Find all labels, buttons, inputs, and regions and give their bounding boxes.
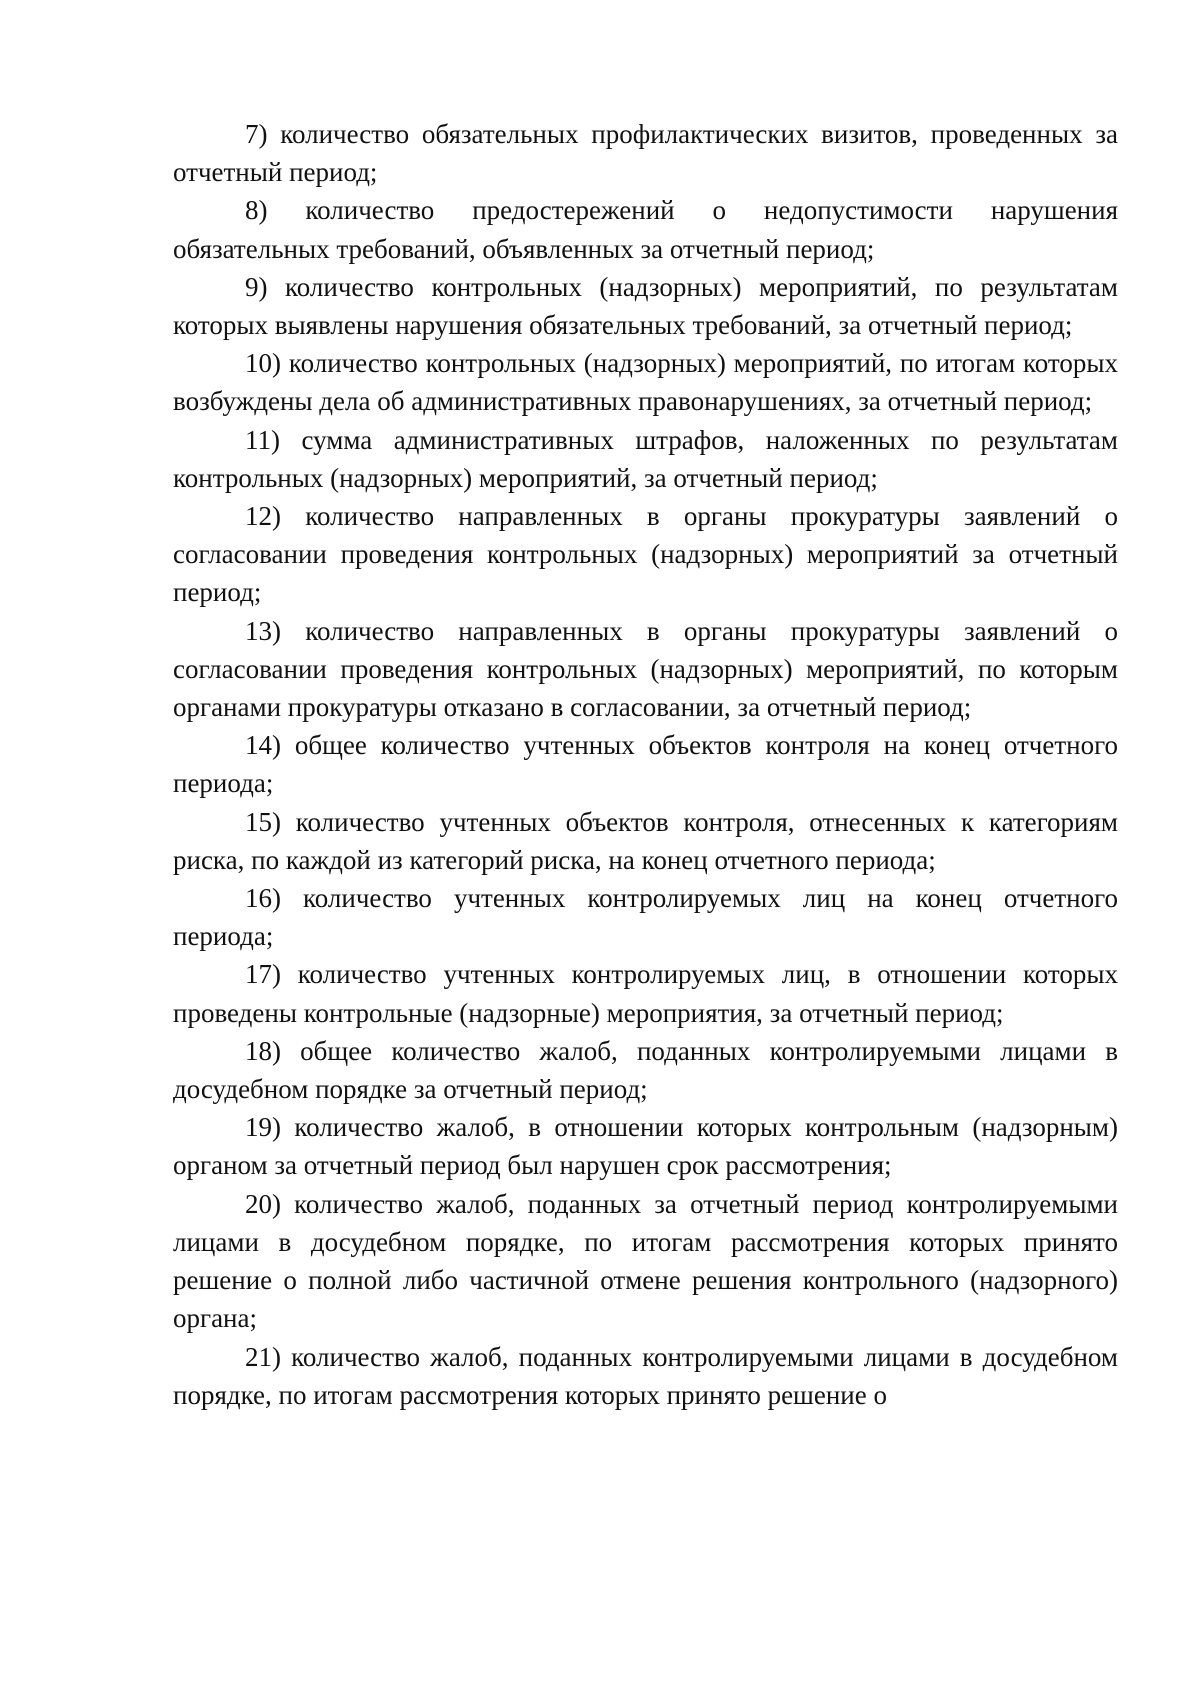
list-item-13: 13) количество направленных в органы прокуратуры заявлений о согласовании проведения контрольных (надзорных) мероприятий, по которым органами прокуратуры отказано в согласовании, за отчетный период; [173,615,1118,723]
list-item-15: 15) количество учтенных объектов контроля, отнесенных к категориям риска, по каждой из категорий риска, на конец отчетного периода; [173,806,1118,875]
list-item-21: 21) количество жалоб, поданных контролируемыми лицами в досудебном порядке, по итогам рассмотрения которых принято решение о [173,1341,1118,1410]
list-item-9: 9) количество контрольных (надзорных) мероприятий, по результатам которых выявлены нарушения обязательных требований, за отчетный период; [173,271,1118,341]
list-item-10: 10) количество контрольных (надзорных) мероприятий, по итогам которых возбуждены дела об административных правонарушениях, за отчетный период; [173,348,1118,417]
list-item-17: 17) количество учтенных контролируемых лиц, в отношении которых проведены контрольные (надзорные) мероприятия, за отчетный период; [173,959,1118,1028]
list-item-12: 12) количество направленных в органы прокуратуры заявлений о согласовании проведения контрольных (надзорных) мероприятий за отчетный период; [173,501,1118,608]
list-item-8: 8) количество предостережений о недопустимости нарушения обязательных требований, объявленных за отчетный период; [173,195,1118,264]
list-item-7: 7) количество обязательных профилактических визитов, проведенных за отчетный период; [173,119,1118,188]
list-item-20: 20) количество жалоб, поданных за отчетный период контролируемыми лицами в досудебном порядке, по итогам рассмотрения которых принято решение о полной либо частичной отмене решения контрольного (надзорного) органа; [173,1188,1118,1334]
list-item-16: 16) количество учтенных контролируемых лиц на конец отчетного периода; [173,883,1118,952]
list-item-14: 14) общее количество учтенных объектов контроля на конец отчетного периода; [173,730,1118,799]
list-item-11: 11) сумма административных штрафов, наложенных по результатам контрольных (надзорных) мероприятий, за отчетный период; [173,424,1118,493]
list-item-18: 18) общее количество жалоб, поданных контролируемыми лицами в досудебном порядке за отчетный период; [173,1035,1118,1105]
list-item-19: 19) количество жалоб, в отношении которых контрольным (надзорным) органом за отчетный период был нарушен срок рассмотрения; [173,1112,1118,1181]
document-body [173,115,1118,1414]
